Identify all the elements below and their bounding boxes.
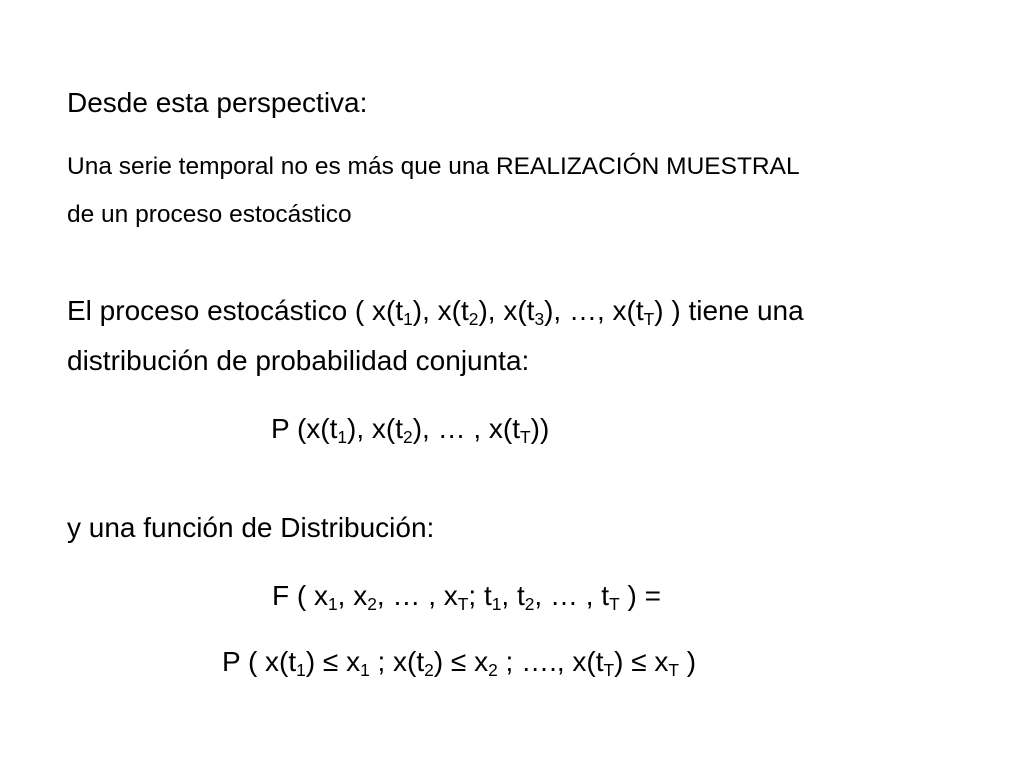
process-statement-line-1: El proceso estocástico ( $x(t_1)$, $x(t_2)$, $x(t_3)$, …, $x(t_T)$ ) tiene una <box>67 295 804 329</box>
distribution-intro: y una función de Distribución: <box>67 512 435 543</box>
joint-probability-formula: P ($x(t_1)$, $x(t_2)$, … , $x(t_T)$) <box>271 413 550 447</box>
definition-line-2: de un proceso estocástico <box>67 201 352 228</box>
definition-line-1: Una serie temporal no es más que una REALIZACIÓN MUESTRAL <box>67 153 800 180</box>
process-statement-line-2: distribución de probabilidad conjunta: <box>67 345 530 376</box>
distribution-probability-formula: P ( $x(t_1) \le x_1$ ; $x(t_2) \le x_2$ ; …., $x(t_T) \le x_T$ ) <box>222 646 697 680</box>
distribution-function-formula: F ( $x_1$, $x_2$, … , $x_T$; $t_1$, $t_2$, … , $t_T$ ) = <box>272 580 661 614</box>
slide-heading: Desde esta perspectiva: <box>67 87 368 118</box>
